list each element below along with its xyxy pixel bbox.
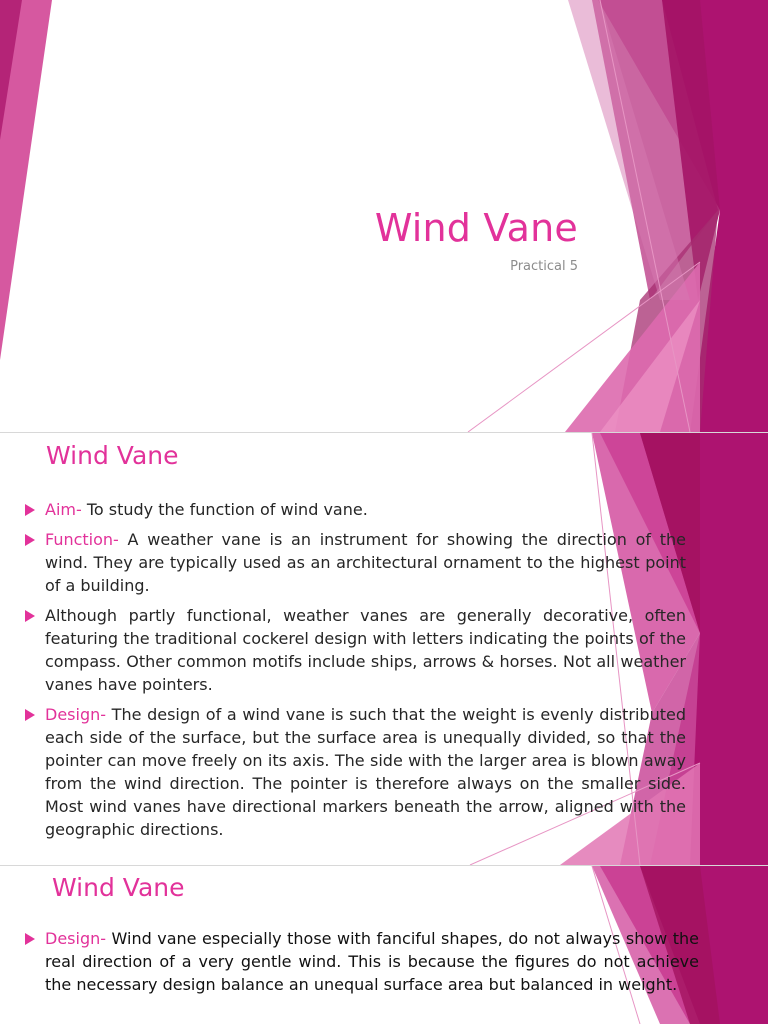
bullet-item	[24, 528, 686, 597]
bullet-lead: Design-	[45, 929, 107, 948]
bullet-item	[24, 927, 699, 996]
triangle-bullet-icon	[25, 610, 35, 622]
bullet-item	[24, 498, 686, 521]
triangle-bullet-icon	[25, 933, 35, 945]
bullet-list	[24, 498, 686, 848]
bullet-item	[24, 604, 686, 696]
bullet-text: The design of a wind vane is such that the weight is evenly distributed each side of the surface, but the surface area is unequally divided, so that the pointer can move freely on its axis. The side with the larger area is blown away from the wind direction. The pointer is therefore always on the smaller side. Most wind vanes have directional markers beneath the arrow, aligned with the geographic directions.	[45, 705, 686, 839]
content-slide	[0, 433, 768, 865]
slide-title: Wind Vane	[374, 206, 578, 250]
title-slide	[0, 0, 768, 432]
bullet-item	[24, 703, 686, 841]
bullet-text: A weather vane is an instrument for showing the direction of the wind. They are typically used as an architectural ornament to the highest point of a building.	[45, 530, 686, 595]
bullet-text: To study the function of wind vane.	[81, 500, 368, 519]
bullet-lead: Design-	[45, 705, 107, 724]
triangle-bullet-icon	[25, 504, 35, 516]
slide-heading: Wind Vane	[46, 441, 179, 470]
slide-subtitle: Practical 5	[510, 259, 578, 274]
bullet-text: Although partly functional, weather vanes are generally decorative, often featuring the traditional cockerel design with letters indicating the points of the compass. Other common motifs include ships, arrows & horses. Not all weather vanes have pointers.	[45, 606, 686, 694]
triangle-bullet-icon	[25, 534, 35, 546]
bullet-text: Wind vane especially those with fanciful shapes, do not always show the real direction of a very gentle wind. This is because the figures do not achieve the necessary design balance an unequal surface area but balanced in weight.	[45, 929, 699, 994]
slide-heading: Wind Vane	[52, 873, 185, 902]
bullet-lead: Aim-	[45, 500, 82, 519]
bullet-lead: Function-	[45, 530, 119, 549]
bullet-list	[24, 927, 699, 1003]
triangle-bullet-icon	[25, 709, 35, 721]
content-slide	[0, 866, 768, 1024]
